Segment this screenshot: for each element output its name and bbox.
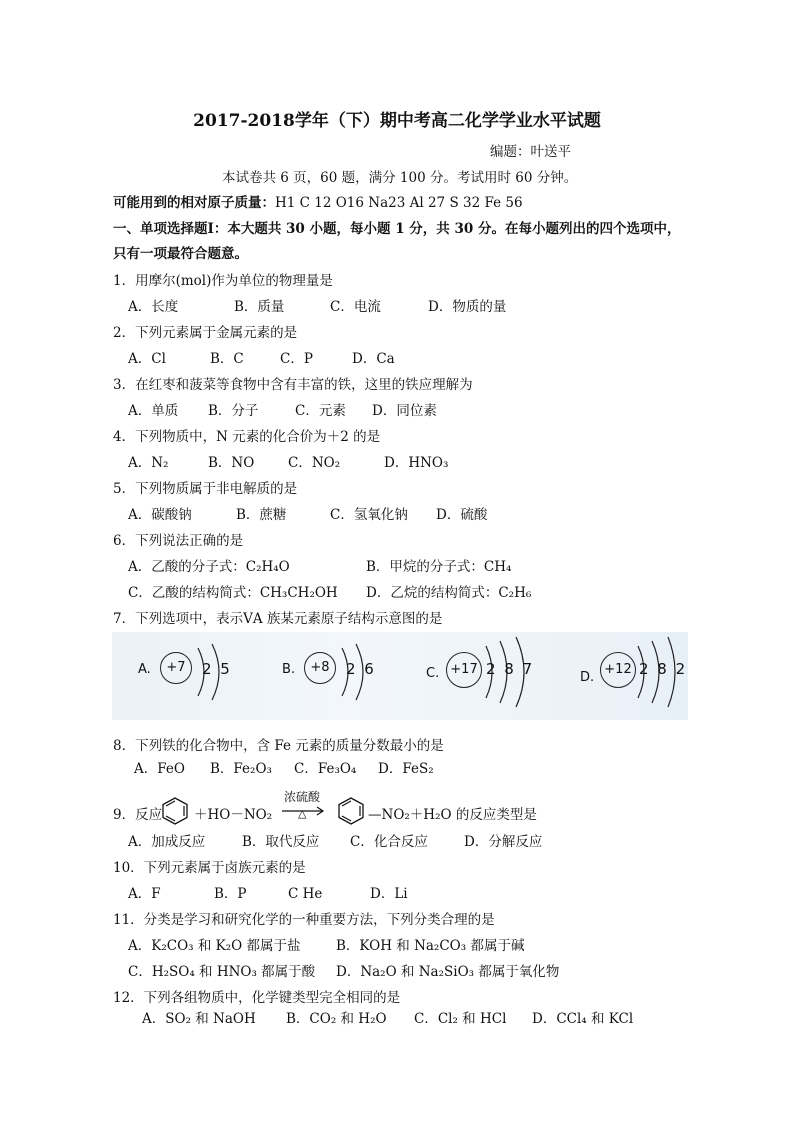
q2-option-a: A．Cl	[128, 351, 166, 367]
q9-option-a: A．加成反应	[128, 834, 206, 850]
q9-condition-bottom: △	[298, 807, 307, 820]
question-4-stem: 4．下列物质中，N 元素的化合价为＋2 的是	[113, 429, 381, 445]
q1-option-b: B．质量	[234, 299, 285, 315]
q9-product-part: —NO₂＋H₂O 的反应类型是	[368, 807, 537, 823]
question-3-stem: 3．在红枣和菠菜等食物中含有丰富的铁，这里的铁应理解为	[113, 377, 473, 393]
atomic-structure-diagrams	[112, 632, 688, 720]
q8-option-b: B．Fe₂O₃	[210, 761, 272, 777]
atomic-mass-values: H1 C 12 O16 Na23 Al 27 S 32 Fe 56	[275, 195, 523, 211]
q3-option-a: A．单质	[128, 403, 179, 419]
benzene-icon	[160, 796, 190, 826]
question-11-stem: 11．分类是学习和研究化学的一种重要方法，下列分类合理的是	[113, 912, 495, 928]
section-heading-line2: 只有一项最符合题意。	[113, 246, 248, 262]
q1-option-d: D．物质的量	[428, 299, 507, 315]
q12-option-d: D．CCl₄ 和 KCl	[532, 1011, 634, 1027]
atomic-mass-line	[113, 194, 523, 212]
q4-option-c: C．NO₂	[288, 455, 341, 471]
atom-c-label: C.	[426, 666, 440, 681]
q8-option-d: D．FeS₂	[378, 761, 434, 777]
atom-b-nucleus: +8	[304, 652, 336, 684]
q9-reactant-part: ＋HO－NO₂	[194, 807, 273, 823]
q8-option-c: C．Fe₃O₄	[294, 761, 357, 777]
section-heading-line1: 一、单项选择题Ⅰ：本大题共 30 小题，每小题 1 分，共 30 分。在每小题列出的四个选项中，	[113, 221, 681, 237]
page-title: 2017-2018学年（下）期中考高二化学学业水平试题	[193, 111, 601, 131]
q4-option-a: A．N₂	[128, 455, 169, 471]
q10-option-d: D．Li	[370, 886, 408, 902]
atom-b-label: B.	[282, 662, 296, 677]
q9-option-c: C．化合反应	[350, 834, 428, 850]
question-6-stem: 6．下列说法正确的是	[113, 533, 244, 549]
q5-option-d: D．硫酸	[436, 507, 488, 523]
atom-b-shells: 2 6	[346, 660, 376, 678]
q2-option-d: D．Ca	[352, 351, 395, 367]
question-5-stem: 5．下列物质属于非电解质的是	[113, 481, 298, 497]
atom-a-nucleus: +7	[160, 652, 192, 684]
question-12-stem: 12．下列各组物质中，化学键类型完全相同的是	[113, 990, 401, 1006]
question-8-stem: 8．下列铁的化合物中，含 Fe 元素的质量分数最小的是	[113, 738, 444, 754]
exam-info: 本试卷共 6 页，60 题，满分 100 分。考试用时 60 分钟。	[222, 170, 578, 186]
atom-d-nucleus: +12	[600, 652, 636, 688]
q6-option-a: A．乙酸的分子式：C₂H₄O	[128, 559, 290, 575]
q6-option-b: B．甲烷的分子式：CH₄	[366, 559, 512, 575]
q11-option-d: D．Na₂O 和 Na₂SiO₃ 都属于氧化物	[336, 964, 560, 980]
q2-option-b: B．C	[210, 351, 244, 367]
q5-option-b: B．蔗糖	[236, 507, 287, 523]
q5-option-a: A．碳酸钠	[128, 507, 192, 523]
q9-option-d: D．分解反应	[464, 834, 543, 850]
q6-option-c: C．乙酸的结构简式：CH₃CH₂OH	[128, 585, 338, 601]
atom-c-nucleus: +17	[446, 652, 482, 688]
atom-d-shells: 2 8 2	[639, 660, 688, 678]
question-1-stem: 1．用摩尔(mol)作为单位的物理量是	[113, 273, 333, 289]
q11-option-b: B．KOH 和 Na₂CO₃ 都属于碱	[336, 938, 525, 954]
q9-option-b: B．取代反应	[242, 834, 320, 850]
q11-option-c: C．H₂SO₄ 和 HNO₃ 都属于酸	[128, 964, 316, 980]
q3-option-d: D．同位素	[372, 403, 437, 419]
question-7-stem: 7．下列选项中，表示ⅤA 族某元素原子结构示意图的是	[113, 611, 443, 627]
question-2-stem: 2．下列元素属于金属元素的是	[113, 325, 298, 341]
q2-option-c: C．P	[280, 351, 313, 367]
atomic-mass-label: 可能用到的相对原子质量：	[113, 195, 275, 211]
q11-option-a: A．K₂CO₃ 和 K₂O 都属于盐	[128, 938, 301, 954]
q3-option-b: B．分子	[208, 403, 259, 419]
benzene-product-icon	[336, 796, 366, 826]
q6-option-d: D．乙烷的结构简式：C₂H₆	[366, 585, 532, 601]
question-10-stem: 10．下列元素属于卤族元素的是	[113, 860, 306, 876]
q10-option-b: B．P	[214, 886, 247, 902]
q1-option-a: A．长度	[128, 299, 179, 315]
q4-option-b: B．NO	[208, 455, 255, 471]
q8-option-a: A．FeO	[134, 761, 185, 777]
q3-option-c: C．元素	[295, 403, 346, 419]
atom-a-label: A.	[138, 662, 151, 677]
q10-option-c: C He	[288, 886, 323, 902]
q4-option-d: D．HNO₃	[384, 455, 449, 471]
q12-option-a: A．SO₂ 和 NaOH	[142, 1011, 256, 1027]
editor-line: 编题：叶送平	[490, 144, 571, 160]
q12-option-b: B．CO₂ 和 H₂O	[286, 1011, 387, 1027]
q1-option-c: C．电流	[330, 299, 381, 315]
atom-a-shells: 2 5	[202, 660, 232, 678]
q5-option-c: C．氢氧化钠	[330, 507, 408, 523]
q9-condition-top: 浓硫酸	[284, 790, 321, 804]
q12-option-c: C．Cl₂ 和 HCl	[414, 1011, 507, 1027]
atom-d-label: D.	[580, 670, 595, 685]
atom-c-shells: 2 8 7	[486, 660, 535, 678]
q10-option-a: A．F	[128, 886, 161, 902]
question-9-stem: 9．反应	[113, 807, 163, 823]
